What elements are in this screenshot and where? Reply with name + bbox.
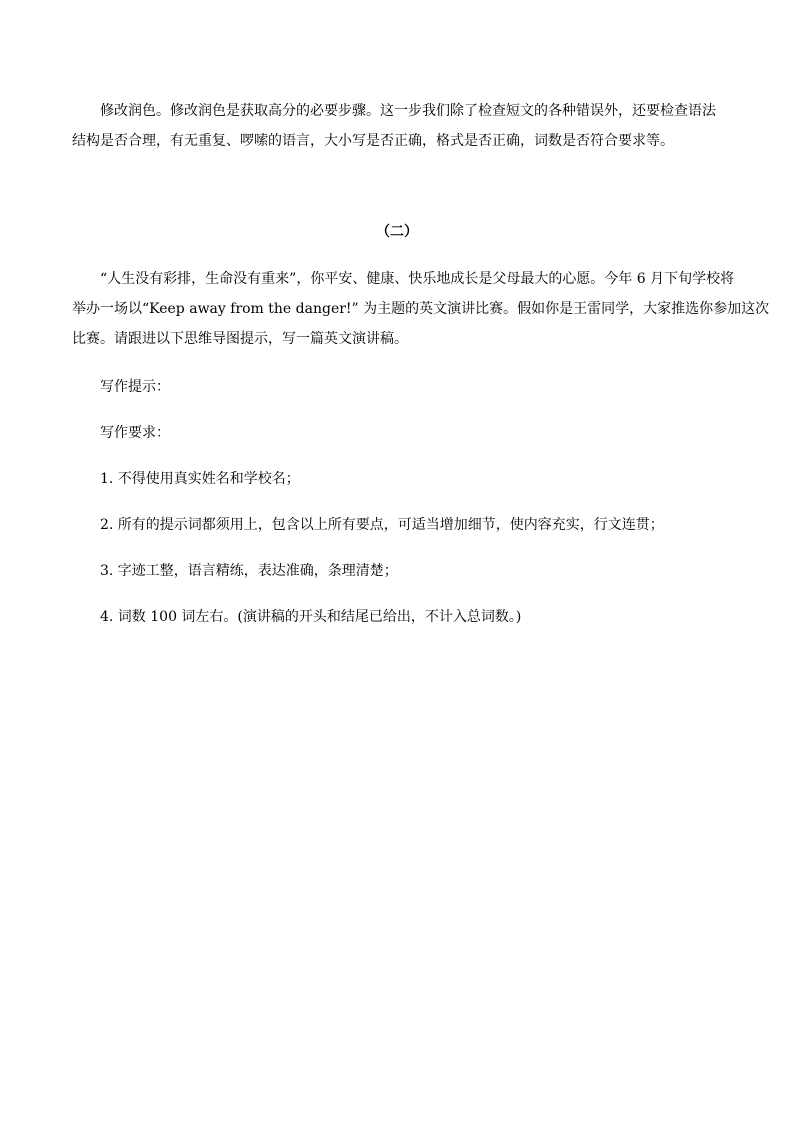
prompt-line-3: 比赛。请跟进以下思维导图提示，写一篇英文演讲稿。 [72, 331, 408, 347]
revision-line-2: 结构是否合理，有无重复、啰嗦的语言，大小写是否正确，格式是否正确，词数是否符合要求等。 [72, 133, 674, 149]
revision-paragraph-cont [72, 126, 722, 156]
revision-line-1: 修改润色。修改润色是获取高分的必要步骤。这一步我们除了检查短文的各种错误外，还要检查语法 [100, 103, 716, 119]
prompt-paragraph [100, 264, 735, 294]
writing-hint-label: 写作提示： [100, 379, 170, 395]
writing-requirements-label: 写作要求： [100, 425, 170, 441]
requirement-item-3: 3. 字迹工整，语言精练，表达准确，条理清楚； [100, 563, 398, 579]
requirement-item-4: 4. 词数 100 词左右。(演讲稿的开头和结尾已给出，不计入总词数。) [100, 609, 522, 625]
prompt-line-2: 举办一场以“Keep away from the danger!” 为主题的英文演讲比赛。假如你是王雷同学，大家推选你参加这次 [72, 301, 770, 317]
revision-paragraph [100, 96, 720, 126]
requirement-item-1: 1. 不得使用真实姓名和学校名； [100, 471, 300, 487]
requirement-item-2: 2. 所有的提示词都须用上，包含以上所有要点，可适当增加细节，使内容充实，行文连贯； [100, 517, 664, 533]
section-title: （二） [376, 224, 418, 240]
prompt-paragraph-cont [72, 294, 770, 354]
prompt-line-1: “人生没有彩排，生命没有重来”，你平安、健康、快乐地成长是父母最大的心愿。今年 6 月下旬学校将 [100, 271, 735, 287]
